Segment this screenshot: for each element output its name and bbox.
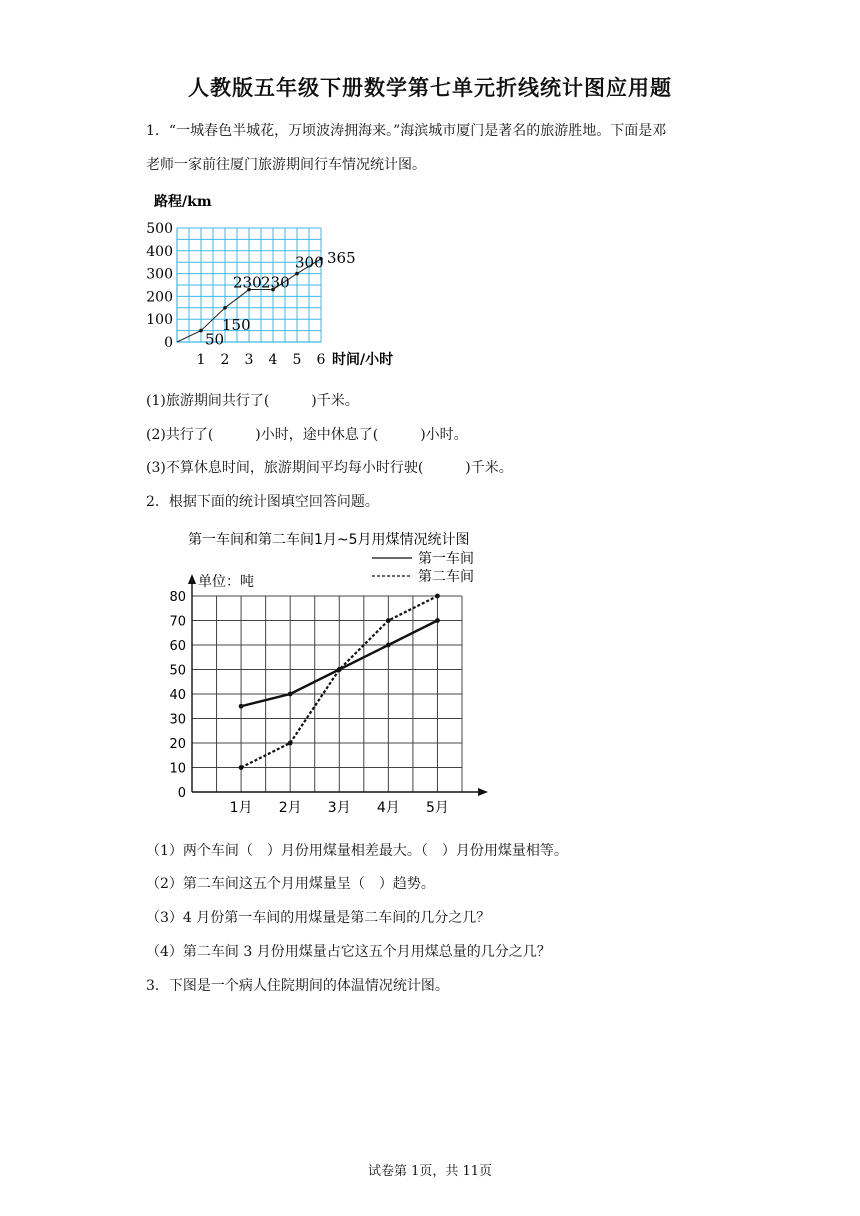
chart2-title: 第一车间和第二车间1月~5月用煤情况统计图 xyxy=(188,532,470,548)
chart2-grid xyxy=(192,596,462,792)
chart2-ylabel: 单位：吨 xyxy=(198,574,254,590)
chart1-data-label: 50 xyxy=(205,330,225,349)
chart2-point xyxy=(386,618,391,623)
q2-sub4: （4）第二车间 3 月份用煤量占它这五个月用煤总量的几分之几？ xyxy=(146,944,551,960)
chart1-y-tick-label: 200 xyxy=(146,289,173,306)
chart2-axes xyxy=(188,574,488,796)
page-title: 人教版五年级下册数学第七单元折线统计图应用题 xyxy=(188,76,672,100)
q1-text-line2: 老师一家前往厦门旅游期间行车情况统计图。 xyxy=(146,157,426,173)
chart1-x-tick-label: 1 xyxy=(196,352,206,368)
chart1-y-tick-label: 500 xyxy=(146,221,173,237)
chart2-y-tick-label: 70 xyxy=(169,614,186,630)
chart2-point xyxy=(239,704,244,709)
chart1-x-tick-label: 6 xyxy=(316,352,326,368)
chart1-y-tick-label: 400 xyxy=(146,243,173,260)
chart2-y-tick-label: 0 xyxy=(177,786,186,801)
chart2-x-tick-label: 5月 xyxy=(425,800,449,816)
chart1-data-label: 365 xyxy=(327,248,356,267)
chart2-x-tick-label: 1月 xyxy=(229,800,253,816)
chart2-y-tick-label: 10 xyxy=(169,761,186,777)
q2-text-line1: 2．根据下面的统计图填空回答问题。 xyxy=(146,494,379,510)
chart2-legend-label: 第一车间 xyxy=(418,551,474,567)
q1-sub1: (1)旅游期间共行了( )千米。 xyxy=(146,393,359,409)
coal-usage-line-chart xyxy=(160,524,500,824)
chart1-y-tick-label: 100 xyxy=(146,312,173,329)
chart2-point xyxy=(239,765,244,770)
chart2-y-tick-label: 80 xyxy=(169,590,186,605)
chart2-y-tick-labels xyxy=(169,590,186,801)
chart1-y-tick-label: 300 xyxy=(146,266,173,283)
chart1-data-labels xyxy=(205,249,356,349)
chart1-x-tick-label: 4 xyxy=(268,352,278,368)
chart2-y-tick-label: 60 xyxy=(169,639,186,654)
chart2-y-tick-label: 30 xyxy=(169,712,186,728)
q1-sub3: (3)不算休息时间，旅游期间平均每小时行驶( )千米。 xyxy=(146,460,513,476)
q1-sub2: (2)共行了( )小时，途中休息了( )小时。 xyxy=(146,427,468,443)
chart2-y-tick-label: 20 xyxy=(169,737,186,752)
q3-text-line1: 3．下图是一个病人住院期间的体温情况统计图。 xyxy=(146,978,449,994)
chart2-legend xyxy=(372,551,474,585)
q2-sub1: （1）两个车间（ ）月份用煤量相差最大。（ ）月份用煤量相等。 xyxy=(146,843,568,859)
chart1-point xyxy=(223,306,227,310)
chart1-x-tick-labels xyxy=(197,352,326,368)
distance-line-chart xyxy=(140,186,440,376)
chart2-point xyxy=(337,667,342,672)
chart1-point xyxy=(199,329,203,333)
chart1-data-label: 300 xyxy=(295,253,324,272)
chart2-point xyxy=(435,618,440,623)
chart2-y-axis-arrow xyxy=(188,574,196,584)
chart2-x-tick-label: 3月 xyxy=(327,800,351,816)
q1-text-line1: 1．“一城春色半城花，万顷波涛拥海来。”海滨城市厦门是著名的旅游胜地。下面是邓 xyxy=(146,123,667,139)
chart2-point xyxy=(435,594,440,599)
chart1-y-tick-labels xyxy=(146,221,173,351)
chart2-x-axis-arrow xyxy=(478,788,488,796)
chart1-data-label: 150 xyxy=(222,315,251,334)
chart2-y-tick-label: 40 xyxy=(169,688,186,703)
chart1-x-tick-label: 2 xyxy=(220,352,230,368)
chart2-x-tick-label: 2月 xyxy=(278,800,302,816)
chart1-x-tick-label: 3 xyxy=(244,352,254,368)
page-footer: 试卷第 1页，共 11页 xyxy=(367,1164,493,1179)
chart1-data-label: 230 xyxy=(233,273,262,292)
q2-sub2: （2）第二车间这五个月用煤量呈（ ）趋势。 xyxy=(146,876,435,892)
chart2-legend-label: 第二车间 xyxy=(418,569,474,585)
chart2-point xyxy=(288,692,293,697)
chart1-data-label: 230 xyxy=(261,273,290,292)
chart2-point xyxy=(386,643,391,648)
chart2-x-tick-label: 4月 xyxy=(376,800,400,816)
chart2-point xyxy=(288,741,293,746)
chart1-ylabel: 路程/km xyxy=(154,194,212,210)
q2-sub3: （3）4 月份第一车间的用煤量是第二车间的几分之几？ xyxy=(146,910,491,926)
chart1-xlabel: 时间/小时 xyxy=(332,352,394,368)
chart1-x-tick-label: 5 xyxy=(292,352,302,368)
chart2-y-tick-label: 50 xyxy=(169,663,186,679)
chart2-x-tick-labels xyxy=(230,800,449,816)
chart1-y-tick-label: 0 xyxy=(164,335,173,351)
chart1-point xyxy=(295,272,299,276)
